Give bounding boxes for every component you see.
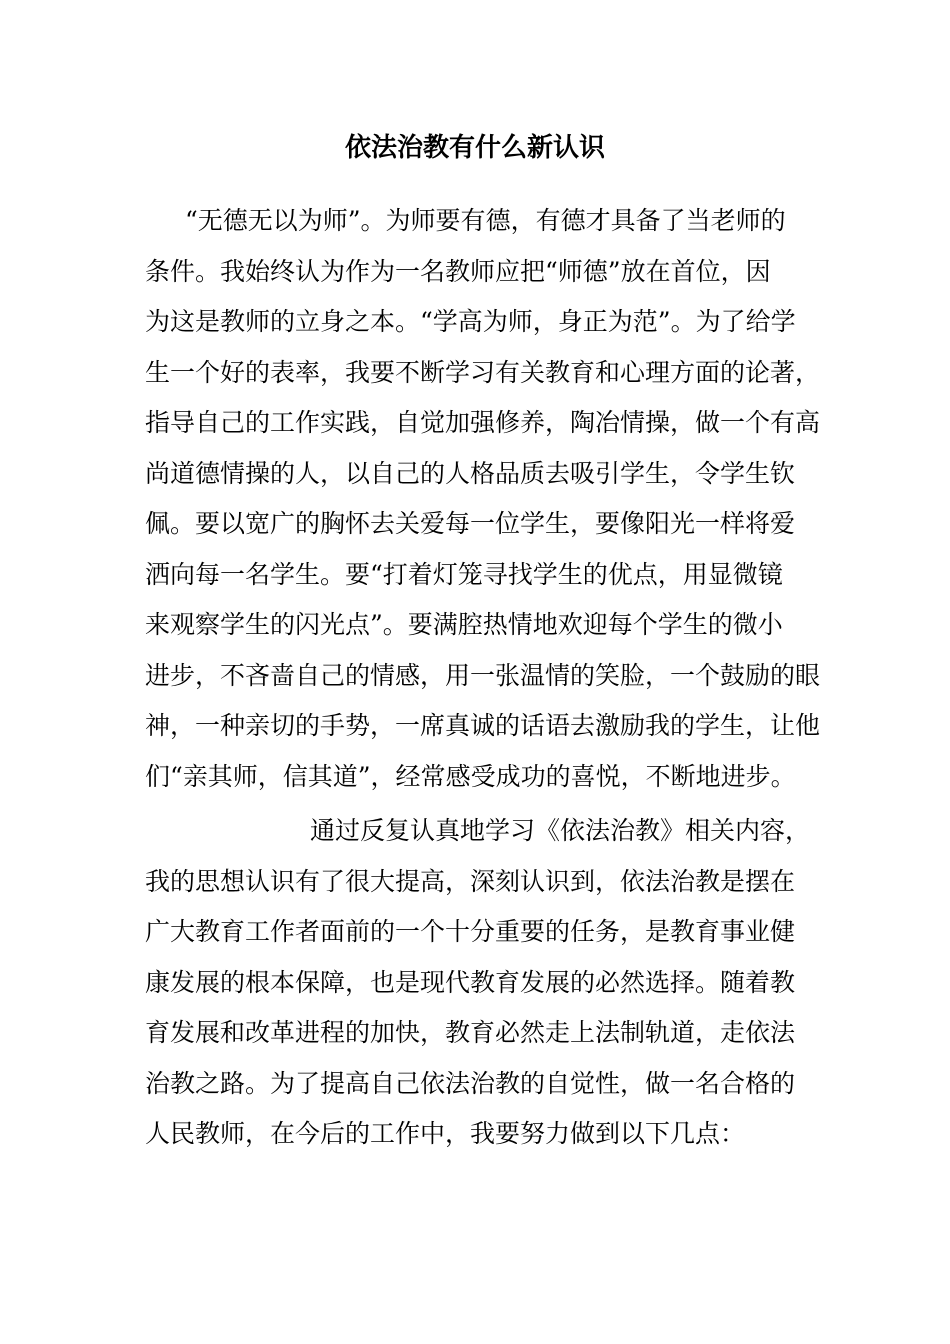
paragraph-line: 洒向每一名学生。要“打着灯笼寻找学生的优点，用显微镜 <box>145 559 783 589</box>
paragraph-line: 神，一种亲切的手势，一席真诚的话语去激励我的学生，让他 <box>145 711 821 740</box>
paragraph-line: 进步，不吝啬自己的情感，用一张温情的笑脸，一个鼓励的眼 <box>145 660 821 690</box>
paragraph-2 <box>145 806 810 1160</box>
paragraph-line: 佩。要以宽广的胸怀去关爱每一位学生，要像阳光一样将爱 <box>145 509 796 538</box>
paragraph-line: 通过反复认真地学习《依法治教》相关内容， <box>310 816 811 845</box>
paragraph-line: 们“亲其师，信其道”，经常感受成功的喜悦，不断地进步。 <box>145 761 796 791</box>
paragraph-line: 来观察学生的闪光点”。要满腔热情地欢迎每个学生的微小 <box>145 610 783 639</box>
paragraph-line: 人民教师，在今后的工作中，我要努力做到以下几点： <box>145 1119 746 1148</box>
paragraph-line: 生一个好的表率，我要不断学习有关教育和心理方面的论著， <box>145 357 821 387</box>
paragraph-line: 条件。我始终认为作为一名教师应把“师德”放在首位，因 <box>145 256 771 286</box>
paragraph-line: 尚道德情操的人，以自己的人格品质去吸引学生，令学生钦 <box>145 458 796 488</box>
paragraph-1 <box>145 196 821 802</box>
paragraph-line: 康发展的根本保障，也是现代教育发展的必然选择。随着教 <box>145 967 796 997</box>
paragraph-line: 广大教育工作者面前的一个十分重要的任务，是教育事业健 <box>145 917 796 946</box>
paragraph-line: 为这是教师的立身之本。“学高为师，身正为范”。为了给学 <box>145 307 796 336</box>
paragraph-line: 育发展和改革进程的加快，教育必然走上法制轨道，走依法 <box>145 1018 796 1047</box>
paragraph-line: “无德无以为师”。为师要有德，有德才具备了当老师的 <box>185 206 786 235</box>
paragraph-line: 我的思想认识有了很大提高，深刻认识到，依法治教是摆在 <box>145 866 796 896</box>
paragraph-line: 治教之路。为了提高自己依法治教的自觉性，做一名合格的 <box>145 1068 796 1098</box>
paragraph-line: 指导自己的工作实践，自觉加强修养，陶冶情操，做一个有高 <box>145 408 821 437</box>
document-title: 依法治教有什么新认识 <box>344 133 605 163</box>
